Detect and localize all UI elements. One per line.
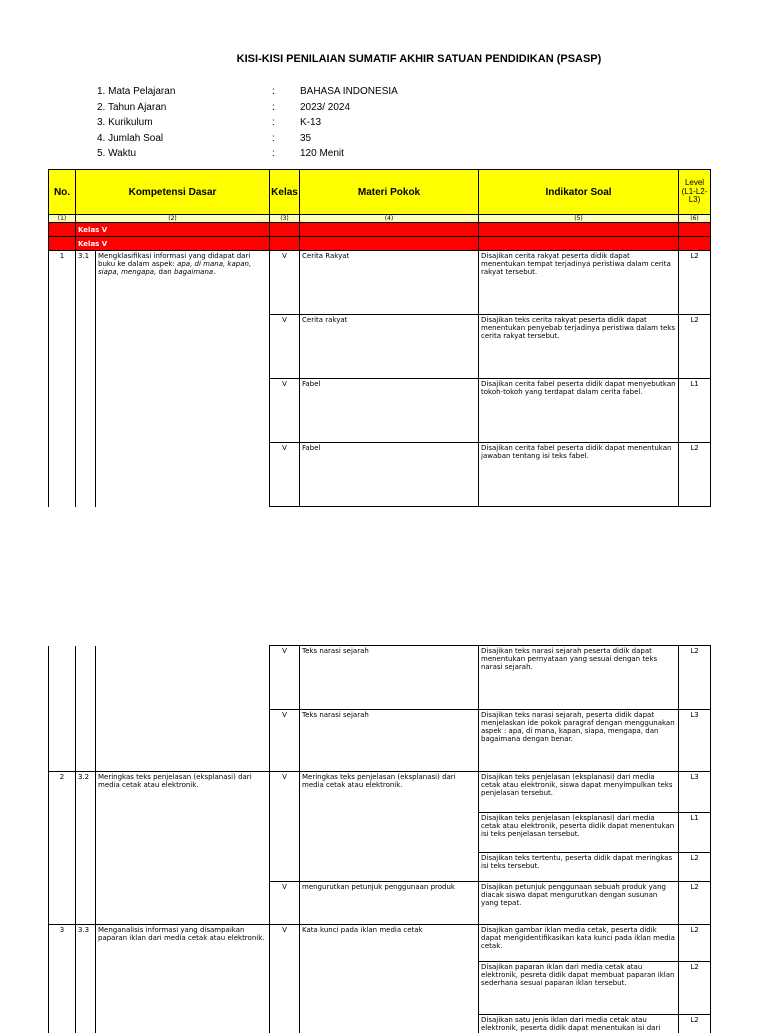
level-cell: L2: [679, 646, 711, 710]
materi-cell: Teks narasi sejarah: [300, 710, 479, 772]
kd-text: Meringkas teks penjelasan (eksplanasi) dari media cetak atau elektronik.: [96, 772, 270, 925]
header-no: No.: [49, 170, 76, 215]
kelas-cell: V: [270, 315, 300, 379]
kelas-cell: V: [270, 379, 300, 443]
kd-text: Mengklasifikasi informasi yang didapat dari buku ke dalam aspek: apa, di mana, kapan, siapa, mengapa, dan bagaimana.: [96, 251, 270, 507]
level-cell: L2: [679, 251, 711, 315]
header-kd: Kompetensi Dasar: [76, 170, 270, 215]
kelas-cell: V: [270, 925, 300, 1033]
meta-row: 2. Tahun Ajaran : 2023/ 2024: [97, 100, 500, 116]
table-row: [49, 646, 711, 710]
level-cell: L3: [679, 772, 711, 813]
meta-row: 1. Mata Pelajaran : BAHASA INDONESIA: [97, 84, 500, 100]
level-cell: L2: [679, 882, 711, 925]
materi-cell: Kata kunci pada iklan media cetak: [300, 925, 479, 1033]
indikator-cell: Disajikan teks penjelasan (eksplanasi) dari media cetak atau elektronik, siswa dapat menyimpulkan teks penjelasan tersebut.: [479, 772, 679, 813]
materi-cell: Meringkas teks penjelasan (eksplanasi) dari media cetak atau elektronik.: [300, 772, 479, 882]
meta-row: 4. Jumlah Soal : 35: [97, 131, 500, 147]
level-cell: L2: [679, 315, 711, 379]
table-row: [49, 925, 711, 962]
kelas-cell: V: [270, 251, 300, 315]
kelas-cell: V: [270, 646, 300, 710]
meta-row: 5. Waktu : 120 Menit: [97, 146, 500, 162]
kd-text: Menganalisis informasi yang disampaikan paparan iklan dari media cetak atau elektronik.: [96, 925, 270, 1033]
kd-number: 2: [49, 772, 76, 925]
table-row: [49, 251, 711, 315]
materi-cell: mengurutkan petunjuk penggunaan produk: [300, 882, 479, 925]
column-number-row: (1) (2) (3) (4) (5) (6): [49, 215, 711, 223]
level-cell: L1: [679, 813, 711, 853]
materi-cell: Fabel: [300, 443, 479, 507]
kd-code: 3.3: [76, 925, 96, 1033]
level-cell: L2: [679, 853, 711, 882]
kelas-cell: V: [270, 882, 300, 925]
kelas-cell: V: [270, 710, 300, 772]
table-header-row: [49, 170, 711, 215]
level-cell: L2: [679, 443, 711, 507]
indikator-cell: Disajikan teks tertentu, peserta didik dapat meringkas isi teks tersebut.: [479, 853, 679, 882]
materi-cell: Cerita rakyat: [300, 315, 479, 379]
kelas-cell: V: [270, 443, 300, 507]
document-title: KISI-KISI PENILAIAN SUMATIF AKHIR SATUAN PENDIDIKAN (PSASP): [0, 53, 768, 65]
kelas-row: Kelas V: [49, 223, 711, 237]
kd-number: 3: [49, 925, 76, 1033]
indikator-cell: Disajikan petunjuk penggunaan sebuah produk yang diacak siswa dapat mengurutkan dengan susunan yang tepat.: [479, 882, 679, 925]
indikator-cell: Disajikan teks narasi sejarah, peserta didik dapat menjelaskan ide pokok paragraf dengan menggunakan aspek : apa, di mana, kapan, siapa, mengapa, dan bagaimana dengan benar.: [479, 710, 679, 772]
header-materi: Materi Pokok: [300, 170, 479, 215]
kisi-kisi-table-page2: [48, 645, 711, 1033]
indikator-cell: Disajikan gambar iklan media cetak, peserta didik dapat mengidentifikasikan kata kunci pada iklan media cetak.: [479, 925, 679, 962]
kd-number: 1: [49, 251, 76, 507]
indikator-cell: Disajikan cerita rakyat peserta didik dapat menentukan tempat terjadinya peristiwa dalam cerita rakyat tersebut.: [479, 251, 679, 315]
header-level: Level (L1-L2-L3): [679, 170, 711, 215]
indikator-cell: Disajikan cerita fabel peserta didik dapat menentukan jawaban tentang isi teks fabel.: [479, 443, 679, 507]
level-cell: L2: [679, 925, 711, 962]
materi-cell: Fabel: [300, 379, 479, 443]
kelas-cell: V: [270, 772, 300, 882]
header-indikator: Indikator Soal: [479, 170, 679, 215]
level-cell: L3: [679, 710, 711, 772]
kd-code: 3.1: [76, 251, 96, 507]
level-cell: L2: [679, 962, 711, 1015]
kelas-row: Kelas V: [49, 237, 711, 251]
level-cell: L2: [679, 1015, 711, 1033]
kd-code: 3.2: [76, 772, 96, 925]
meta-row: 3. Kurikulum : K-13: [97, 115, 500, 131]
indikator-cell: Disajikan satu jenis iklan dari media cetak atau elektronik, peserta didik dapat menentukan isi dari: [479, 1015, 679, 1033]
indikator-cell: Disajikan teks narasi sejarah peserta didik dapat menentukan pernyataan yang sesuai dengan teks narasi sejarah.: [479, 646, 679, 710]
table-row: [49, 772, 711, 813]
document-meta: [97, 84, 500, 162]
level-cell: L1: [679, 379, 711, 443]
indikator-cell: Disajikan cerita fabel peserta didik dapat menyebutkan tokoh-tokoh yang terdapat dalam cerita fabel.: [479, 379, 679, 443]
materi-cell: Teks narasi sejarah: [300, 646, 479, 710]
indikator-cell: Disajikan paparan iklan dari media cetak atau elektronik, pesreta didik dapat membuat paparan iklan sederhana sesuai paparan iklan tersebut.: [479, 962, 679, 1015]
indikator-cell: Disajikan teks cerita rakyat peserta didik dapat menentukan penyebab terjadinya peristiwa dalam teks cerita rakyat tersebut.: [479, 315, 679, 379]
header-kelas: Kelas: [270, 170, 300, 215]
kisi-kisi-table-page1: [48, 169, 711, 507]
indikator-cell: Disajikan teks penjelasan (eksplanasi) dari media cetak atau elektronik, peserta didik dapat menentukan isi teks penjelasan tersebut.: [479, 813, 679, 853]
materi-cell: Cerita Rakyat: [300, 251, 479, 315]
